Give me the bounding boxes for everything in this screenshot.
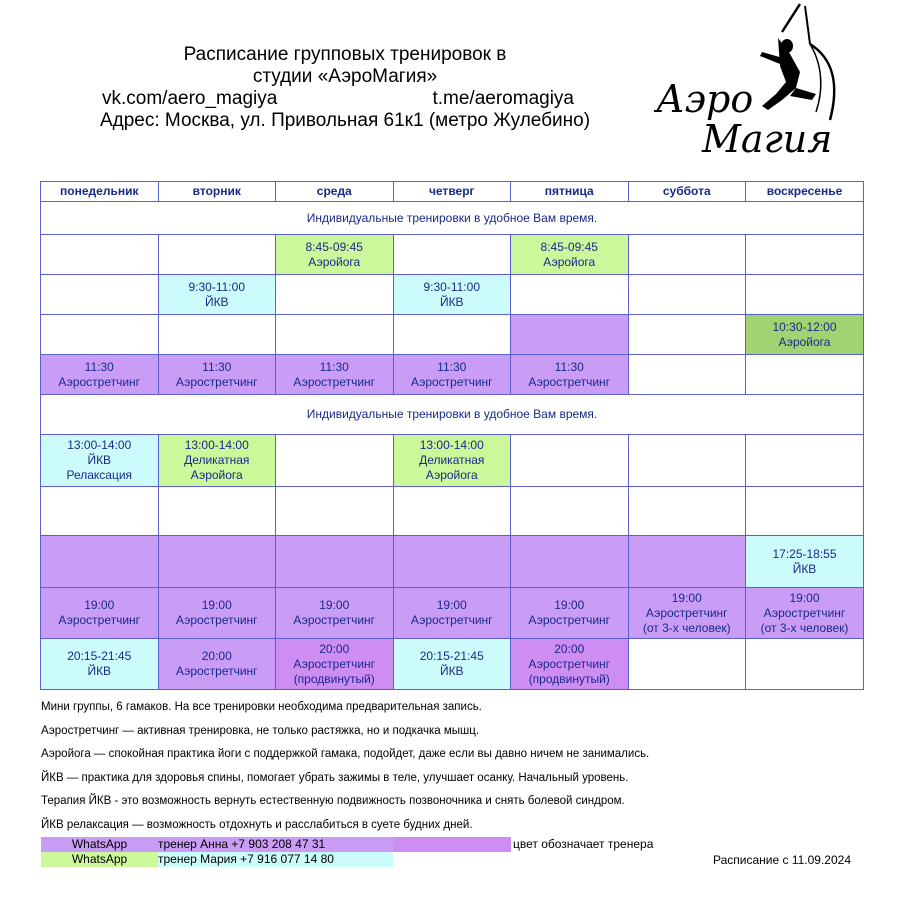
empty-cell bbox=[393, 315, 511, 355]
class-cell-thu-2015: 20:15-21:45 ЙКВ bbox=[393, 639, 511, 690]
day-wednesday: среда bbox=[276, 182, 394, 202]
social-links bbox=[60, 88, 630, 110]
class-cell-thu-1900: 19:00 Аэростретчинг bbox=[393, 588, 511, 639]
schedule-row-0845 bbox=[41, 235, 864, 275]
class-cell-wed-1130: 11:30 Аэростретчинг bbox=[276, 355, 394, 395]
empty-cell bbox=[276, 487, 394, 536]
day-friday: пятница bbox=[511, 182, 629, 202]
schedule-header bbox=[60, 44, 630, 132]
class-cell-thu-1130: 11:30 Аэростретчинг bbox=[393, 355, 511, 395]
individual-training-note: Индивидуальные тренировки в удобное Вам время. bbox=[41, 202, 864, 235]
class-cell-tue-1900: 19:00 Аэростретчинг bbox=[158, 588, 276, 639]
trainer-colored-cell bbox=[511, 536, 629, 588]
empty-cell bbox=[276, 435, 394, 487]
class-cell-mon-1300: 13:00-14:00 ЙКВ Релаксация bbox=[41, 435, 159, 487]
page-title-line1: Расписание групповых тренировок в bbox=[183, 44, 507, 65]
vk-link[interactable]: vk.com/aero_magiya bbox=[102, 88, 278, 109]
class-cell-wed-0845: 8:45-09:45 Аэройога bbox=[276, 235, 394, 275]
trainer-color-swatch bbox=[393, 837, 511, 852]
empty-cell bbox=[41, 487, 159, 536]
schedule-table bbox=[40, 181, 864, 690]
schedule-row-0930 bbox=[41, 275, 864, 315]
empty-cell bbox=[41, 275, 159, 315]
trainer-colored-cell bbox=[41, 536, 159, 588]
class-cell-wed-2000: 20:00 Аэростретчинг (продвинутый) bbox=[276, 639, 394, 690]
legend-row-anna bbox=[41, 837, 653, 852]
note-aerostretching: Аэростретчинг — активная тренировка, не только растяжка, но и подкачка мышц. bbox=[41, 724, 480, 737]
individual-training-note: Индивидуальные тренировки в удобное Вам время. bbox=[41, 395, 864, 435]
day-thursday: четверг bbox=[393, 182, 511, 202]
trainer-colored-cell bbox=[628, 536, 746, 588]
day-sunday: воскресенье bbox=[746, 182, 864, 202]
note-mini-groups: Мини группы, 6 гамаков. На все тренировки необходима предварительная запись. bbox=[41, 701, 482, 713]
empty-cell bbox=[628, 315, 746, 355]
logo-word-magiya: Магия bbox=[702, 117, 833, 161]
empty-cell bbox=[511, 487, 629, 536]
empty-cell bbox=[628, 639, 746, 690]
empty-cell bbox=[746, 487, 864, 536]
trainer-colored-cell bbox=[158, 536, 276, 588]
studio-address: Адрес: Москва, ул. Привольная 61к1 (метро Жулебино) bbox=[99, 110, 591, 131]
day-tuesday: вторник bbox=[158, 182, 276, 202]
legend-row-maria bbox=[41, 852, 393, 867]
telegram-link[interactable]: t.me/aeromagiya bbox=[432, 88, 574, 109]
trainer-colored-cell bbox=[276, 536, 394, 588]
schedule-row-1300 bbox=[41, 435, 864, 487]
empty-cell bbox=[628, 235, 746, 275]
class-cell-fri-1130: 11:30 Аэростретчинг bbox=[511, 355, 629, 395]
class-cell-fri-2000: 20:00 Аэростретчинг (продвинутый) bbox=[511, 639, 629, 690]
class-cell-fri-1900: 19:00 Аэростретчинг bbox=[511, 588, 629, 639]
empty-cell bbox=[41, 235, 159, 275]
class-cell-sun-1030: 10:30-12:00 Аэройога bbox=[746, 315, 864, 355]
empty-cell bbox=[158, 315, 276, 355]
empty-cell bbox=[628, 275, 746, 315]
empty-cell bbox=[746, 275, 864, 315]
empty-cell bbox=[746, 639, 864, 690]
empty-cell bbox=[393, 487, 511, 536]
class-cell-thu-1300: 13:00-14:00 Деликатная Аэройога bbox=[393, 435, 511, 487]
empty-cell bbox=[276, 315, 394, 355]
schedule-row-1900 bbox=[41, 588, 864, 639]
schedule-row-individual-morning bbox=[41, 202, 864, 235]
class-cell-tue-1300: 13:00-14:00 Деликатная Аэройога bbox=[158, 435, 276, 487]
class-cell-sun-1900: 19:00 Аэростретчинг (от 3-х человек) bbox=[746, 588, 864, 639]
class-cell-mon-1130: 11:30 Аэростретчинг bbox=[41, 355, 159, 395]
class-cell-tue-2000: 20:00 Аэростретчинг bbox=[158, 639, 276, 690]
class-cell-fri-0845: 8:45-09:45 Аэройога bbox=[511, 235, 629, 275]
logo-word-aero: Аэро bbox=[656, 77, 754, 121]
empty-cell bbox=[158, 235, 276, 275]
day-saturday: суббота bbox=[628, 182, 746, 202]
note-aeroyoga: Аэройога — спокойная практика йоги с поддержкой гамака, подойдет, даже если вы давно ничем не занимались. bbox=[41, 748, 650, 760]
note-ykv: ЙКВ — практика для здоровья спины, помогает убрать зажимы в теле, улучшает осанку. Начальный уровень. bbox=[41, 771, 629, 784]
schedule-row-empty bbox=[41, 487, 864, 536]
trainer-maria-contact: тренер Мария +7 916 077 14 80 bbox=[158, 852, 393, 867]
empty-cell bbox=[511, 435, 629, 487]
class-cell-mon-2015: 20:15-21:45 ЙКВ bbox=[41, 639, 159, 690]
day-monday: понедельник bbox=[41, 182, 159, 202]
empty-cell bbox=[746, 435, 864, 487]
empty-cell bbox=[628, 435, 746, 487]
note-ykv-relaxation: ЙКВ релаксация — возможность отдохнуть и расслабиться в суете будних дней. bbox=[41, 818, 473, 831]
legend-color-note: цвет обозначает тренера bbox=[513, 837, 654, 851]
empty-cell bbox=[276, 275, 394, 315]
page-title-line2: студии «АэроМагия» bbox=[252, 66, 438, 87]
trainer-anna-contact: тренер Анна +7 903 208 47 31 bbox=[158, 837, 393, 852]
class-cell-mon-1900: 19:00 Аэростретчинг bbox=[41, 588, 159, 639]
empty-cell bbox=[746, 355, 864, 395]
class-cell-tue-1130: 11:30 Аэростретчинг bbox=[158, 355, 276, 395]
class-cell-tue-0930: 9:30-11:00 ЙКВ bbox=[158, 275, 276, 315]
trainer-colored-cell bbox=[511, 315, 629, 355]
empty-cell bbox=[628, 355, 746, 395]
schedule-row-individual-midday bbox=[41, 395, 864, 435]
empty-cell bbox=[41, 315, 159, 355]
class-cell-thu-0930: 9:30-11:00 ЙКВ bbox=[393, 275, 511, 315]
empty-cell bbox=[393, 235, 511, 275]
schedule-row-1030 bbox=[41, 315, 864, 355]
schedule-notes bbox=[41, 700, 741, 841]
whatsapp-maria-link[interactable]: WhatsApp bbox=[41, 852, 158, 867]
class-cell-sun-1725: 17:25-18:55 ЙКВ bbox=[746, 536, 864, 588]
trainer-colored-cell bbox=[393, 536, 511, 588]
aeromagiya-logo bbox=[650, 2, 870, 162]
empty-cell bbox=[746, 235, 864, 275]
note-ykv-therapy: Терапия ЙКВ - это возможность вернуть естественную подвижность позвоночника и снять болевой синдром. bbox=[41, 795, 625, 807]
schedule-row-1130 bbox=[41, 355, 864, 395]
schedule-effective-date: Расписание с 11.09.2024 bbox=[713, 853, 851, 867]
class-cell-wed-1900: 19:00 Аэростретчинг bbox=[276, 588, 394, 639]
aerial-dancer-silhouette-icon bbox=[760, 4, 834, 120]
class-cell-sat-1900: 19:00 Аэростретчинг (от 3-х человек) bbox=[628, 588, 746, 639]
days-header-row bbox=[41, 182, 864, 202]
empty-cell bbox=[158, 487, 276, 536]
empty-cell bbox=[628, 487, 746, 536]
empty-cell bbox=[511, 275, 629, 315]
schedule-row-2000 bbox=[41, 639, 864, 690]
whatsapp-anna-link[interactable]: WhatsApp bbox=[41, 837, 158, 852]
schedule-row-1725 bbox=[41, 536, 864, 588]
